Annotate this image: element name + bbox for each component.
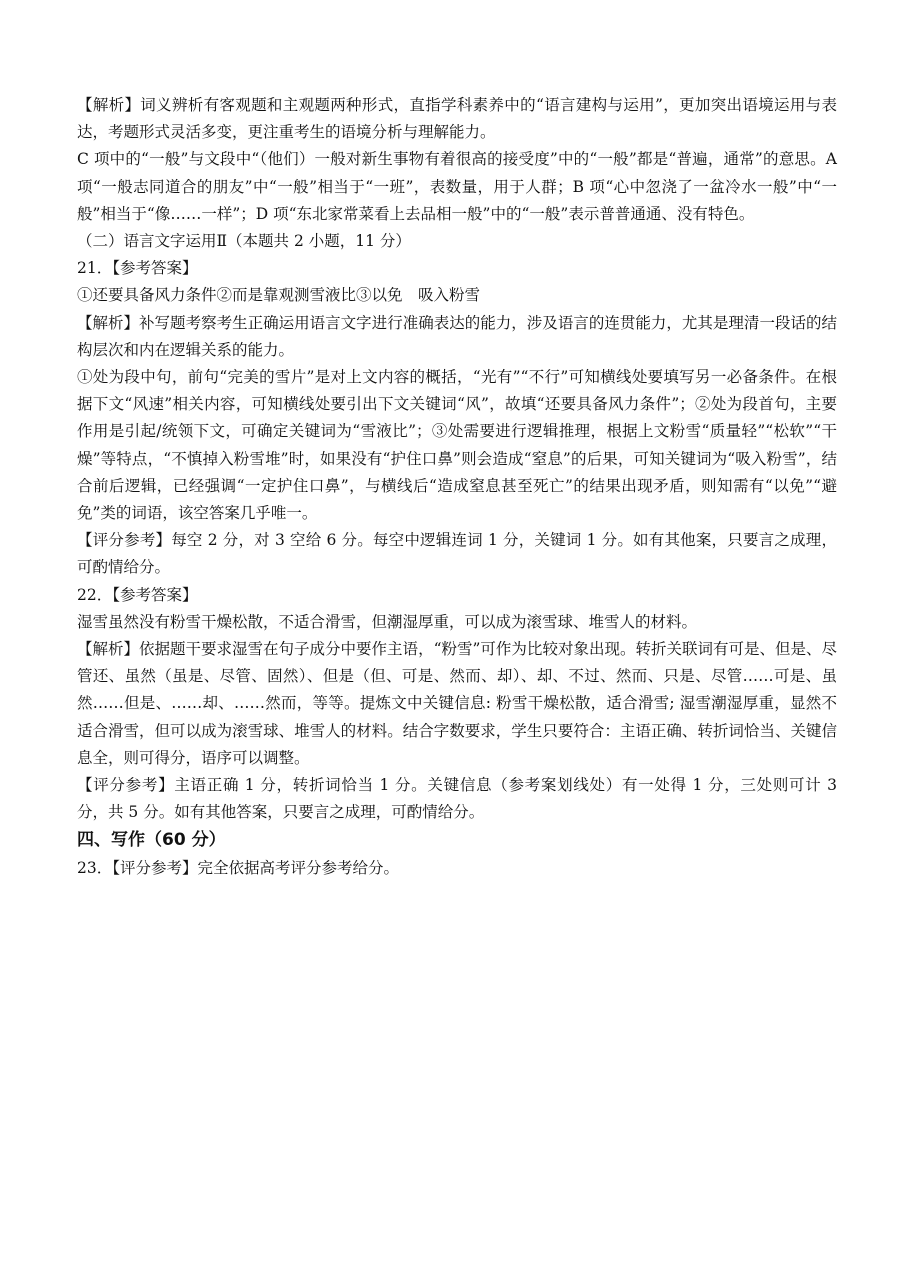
q21-answer: ①还要具备风力条件②而是靠观测雪液比③以免 吸入粉雪	[77, 286, 481, 305]
section-heading-writing: 四、写作（60 分）	[77, 830, 226, 851]
q22-scoring: 【评分参考】主语正确 1 分，转折词恰当 1 分。关键信息（参考案划线处）有一处得 1 分，三处则可计 3 分，共 5 分。如有其他答案，只要言之成理，可酌情给分。	[77, 776, 837, 822]
option-explanation-paragraph: C 项中的“一般”与文段中“（他们）一般对新生事物有着很高的接受度”中的“一般”都是“普遍，通常”的意思。A 项“一般志同道合的朋友”中“一般”相当于“一班”，表数量，用于人群；B 项“心中忽浇了一盆冷水一般”中“一般”相当于“像……一样”；D 项“东北家常菜看上去品相一般”中的“一般”表示普普通通、没有特色。	[77, 150, 837, 223]
q23-scoring: 23．【评分参考】完全依据高考评分参考给分。	[77, 859, 399, 878]
q21-analysis-intro: 【解析】补写题考察考生正确运用语言文字进行准确表达的能力，涉及语言的连贯能力，尤其是理清一段话的结构层次和内在逻辑关系的能力。	[77, 313, 837, 359]
q22-answer: 湿雪虽然没有粉雪干燥松散，不适合滑雪，但潮湿厚重，可以成为滚雪球、堆雪人的材料。	[77, 612, 698, 631]
analysis-paragraph-q20: 【解析】词义辨析有客观题和主观题两种形式，直指学科素养中的“语言建构与运用”，更加突出语境运用与表达，考题形式灵活多变，更注重考生的语境分析与理解能力。	[77, 96, 837, 142]
q22-heading: 22．【参考答案】	[77, 585, 198, 604]
q21-analysis-detail: ①处为段中句，前句“完美的雪片”是对上文内容的概括，“光有”“不行”可知横线处要填写另一必备条件。在根据下文“风速”相关内容，可知横线处要引出下文关键词“风”，故填“还要具备风力条件”；②处为段首句，主要作用是引起/统领下文，可确定关键词为“雪液比”；③处需要进行逻辑推理，根据上文粉雪“质量轻”“松软”“干燥”等特点，“不慎掉入粉雪堆”时，如果没有“护住口鼻”则会造成“窒息”的后果，可知关键词为“吸入粉雪”，结合前后逻辑，已经强调“一定护住口鼻”，与横线后“造成窒息甚至死亡”的结果出现矛盾，则知需有“以免”“避免”类的词语，该空答案几乎唯一。	[77, 368, 837, 523]
section-heading-language-use-2: （二）语言文字运用Ⅱ（本题共 2 小题，11 分）	[77, 232, 411, 251]
q22-analysis: 【解析】依据题干要求湿雪在句子成分中要作主语，“粉雪”可作为比较对象出现。转折关联词有可是、但是、尽管还、虽然（虽是、尽管、固然）、但是（但、可是、然而、却）、却、不过、然而、只是、尽管……可是、虽然……但是、……却、……然而，等等。提炼文中关键信息: 粉雪干燥松散，适合滑雪; 湿雪潮湿厚重，显然不适合滑雪，但可以成为滚雪球、堆雪人的材料。结合字数要求，学生只要符合：主语正确、转折词恰当、关键信息全，则可得分，语序可以调整。	[77, 640, 837, 767]
q21-scoring: 【评分参考】每空 2 分，对 3 空给 6 分。每空中逻辑连词 1 分，关键词 1 分。如有其他案，只要言之成理，可酌情给分。	[77, 531, 837, 577]
q21-heading: 21．【参考答案】	[77, 259, 198, 278]
document-page	[77, 92, 837, 883]
